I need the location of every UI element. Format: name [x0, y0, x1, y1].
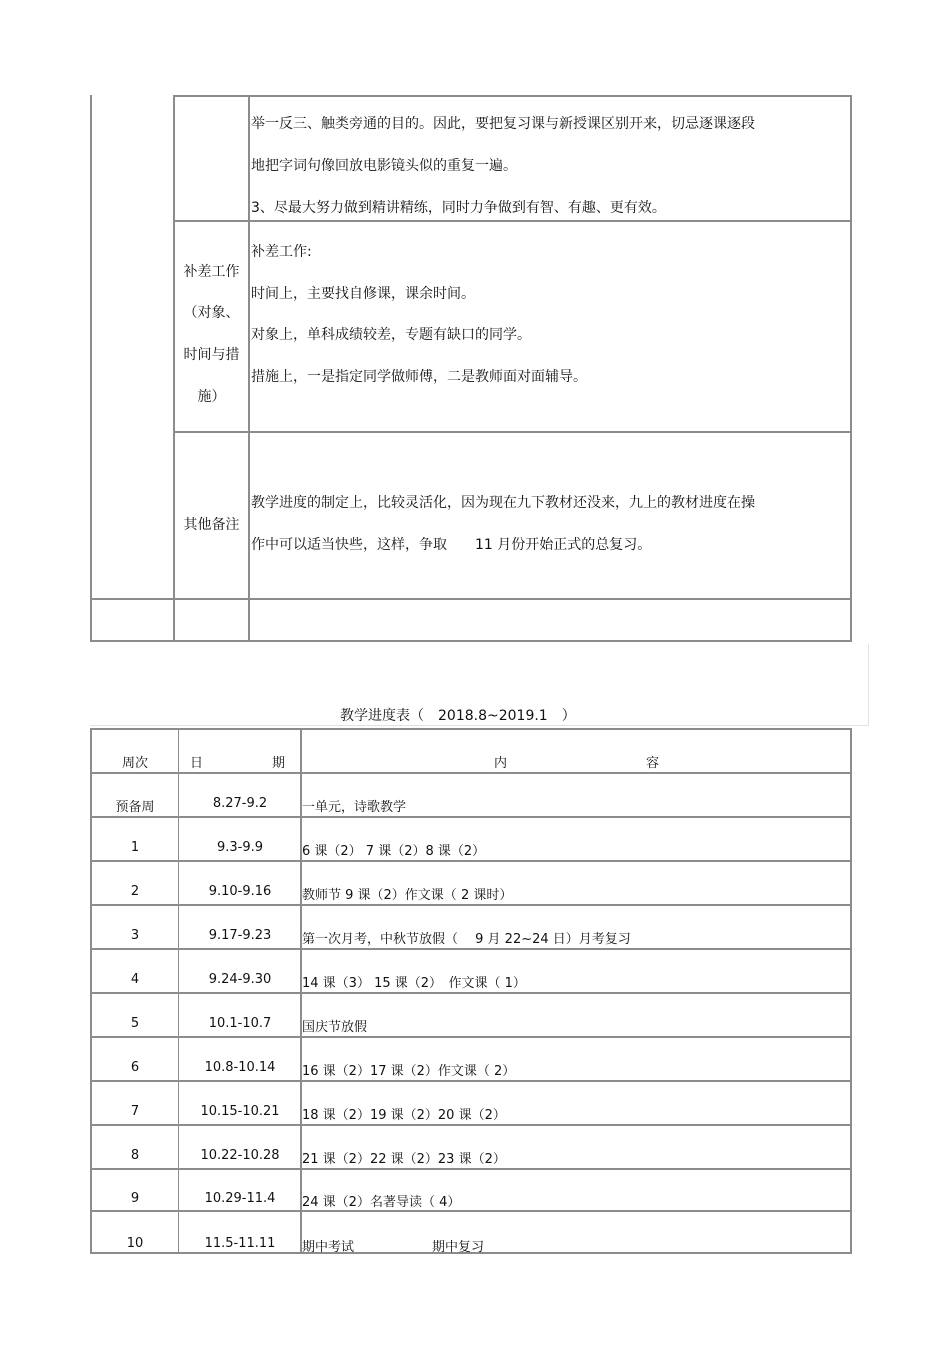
cell-week: 2 — [130, 884, 140, 899]
header-week: 周次 — [121, 756, 148, 771]
plan-text-line: 3、尽最大努力做到精讲精练，同时力争做到有智、有趣、更有效。 — [251, 200, 666, 216]
plan-text-line: 补差工作: — [251, 244, 312, 260]
row-label-remedial: 施） — [197, 389, 226, 405]
header-date: 期 — [272, 756, 286, 771]
cell-week: 1 — [130, 840, 140, 855]
cell-week: 5 — [130, 1016, 140, 1031]
table-border — [90, 728, 852, 730]
table-border — [174, 431, 852, 433]
cell-week: 4 — [130, 972, 140, 987]
plan-text-line: 作中可以适当快些，这样，争取 11 月份开始正式的总复习。 — [251, 537, 652, 553]
cell-content: 期中考试 期中复习 — [302, 1240, 485, 1255]
header-content: 内 — [494, 756, 508, 771]
cell-content: 14 课（3） 15 课（2） 作文课（ 1） — [302, 976, 526, 991]
plan-text-line: 地把字词句像回放电影镜头似的重复一遍。 — [251, 158, 517, 174]
table-border — [90, 948, 852, 950]
cell-content: 18 课（2）19 课（2）20 课（2） — [302, 1108, 506, 1123]
row-label-notes: 其他备注 — [183, 517, 240, 533]
table-border — [90, 1168, 852, 1170]
table-border — [173, 95, 175, 642]
table-border — [90, 860, 852, 862]
cell-week: 3 — [130, 928, 140, 943]
plan-text-line: 时间上，主要找自修课，课余时间。 — [251, 286, 475, 302]
cell-content: 一单元，诗歌教学 — [302, 800, 407, 815]
cell-week: 9 — [130, 1191, 140, 1206]
cell-content: 21 课（2）22 课（2）23 课（2） — [302, 1152, 506, 1167]
table-border — [90, 992, 852, 994]
plan-text-line: 措施上，一是指定同学做师傅，二是教师面对面辅导。 — [251, 369, 587, 385]
cell-week: 10 — [126, 1236, 144, 1251]
row-label-remedial: 补差工作 — [183, 264, 240, 280]
table-border — [90, 1080, 852, 1082]
cell-date: 10.8-10.14 — [204, 1060, 276, 1075]
cell-date: 8.27-9.2 — [212, 796, 268, 811]
row-label-remedial: （对象、 — [183, 305, 240, 321]
cell-date: 10.22-10.28 — [200, 1148, 280, 1163]
cell-date: 10.15-10.21 — [200, 1104, 280, 1119]
table-border — [850, 95, 852, 642]
plan-text-line: 对象上，单科成绩较差，专题有缺口的同学。 — [251, 327, 531, 343]
cell-week: 7 — [130, 1104, 140, 1119]
table-border — [850, 728, 852, 1254]
cell-date: 10.1-10.7 — [208, 1016, 272, 1031]
table-border — [90, 95, 92, 642]
table-border — [90, 816, 852, 818]
cell-date: 11.5-11.11 — [204, 1236, 276, 1251]
table-border — [178, 728, 179, 1254]
cell-content: 16 课（2）17 课（2）作文课（ 2） — [302, 1064, 516, 1079]
header-content: 容 — [646, 756, 660, 771]
cell-week: 预备周 — [115, 800, 155, 815]
cell-date: 9.10-9.16 — [208, 884, 272, 899]
row-label-remedial: 时间与措 — [183, 347, 240, 363]
table-border — [90, 904, 852, 906]
cell-content: 国庆节放假 — [302, 1020, 368, 1035]
cell-date: 9.24-9.30 — [208, 972, 272, 987]
table-border — [90, 1210, 852, 1212]
cell-date: 9.3-9.9 — [216, 840, 264, 855]
header-date: 日 — [190, 756, 204, 771]
cell-content: 第一次月考，中秋节放假（ 9 月 22~24 日）月考复习 — [302, 932, 631, 947]
cell-content: 教师节 9 课（2）作文课（ 2 课时） — [302, 888, 513, 903]
table-border — [90, 598, 852, 600]
cell-week: 8 — [130, 1148, 140, 1163]
plan-text-line: 举一反三、触类旁通的目的。因此，要把复习课与新授课区别开来，切忌逐课逐段 — [251, 116, 755, 132]
cell-date: 9.17-9.23 — [208, 928, 272, 943]
table-border — [90, 640, 852, 642]
cell-content: 6 课（2） 7 课（2）8 课（2） — [302, 844, 486, 859]
cell-week: 6 — [130, 1060, 140, 1075]
table-border — [90, 1124, 852, 1126]
plan-text-line: 教学进度的制定上，比较灵活化，因为现在九下教材还没来，九上的教材进度在操 — [251, 495, 755, 511]
table-border — [174, 95, 852, 97]
table-border — [90, 1036, 852, 1038]
cell-content: 24 课（2）名著导读（ 4） — [302, 1195, 461, 1210]
table-border — [90, 772, 852, 774]
schedule-title: 教学进度表（ 2018.8~2019.1 ） — [340, 708, 576, 724]
table-border — [248, 95, 250, 642]
table-border — [174, 220, 852, 222]
cell-date: 10.29-11.4 — [204, 1191, 276, 1206]
